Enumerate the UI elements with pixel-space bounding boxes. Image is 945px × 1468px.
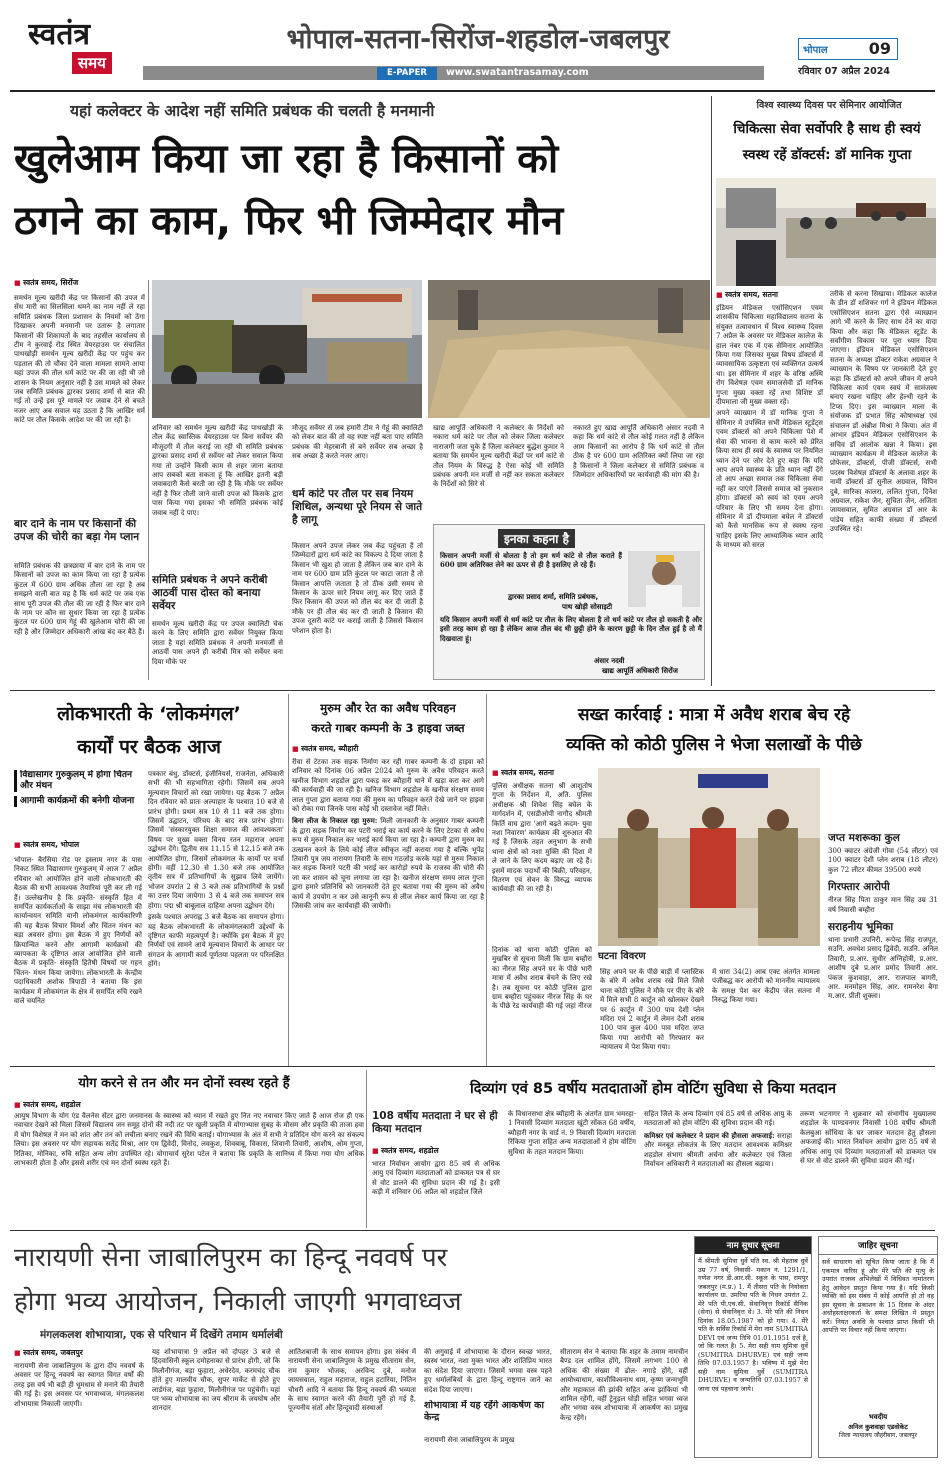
story8-col4b [424,1436,552,1458]
quote2-place: खाद्य आपूर्ति अधिकारी सिरोंज [602,667,678,675]
story1-body2: समिति प्रबंधक की छत्रछाया में बार दाने के नाम पर किसानों को उपज का काम किया जा रहा है प्रत्येक कुंटल में 600 ग्राम अधिक तौला जा रहा है अब समझने वाली बात यह है कि धर्म कांटे पर जब एक साथ पूरी उपज की तौल की जा रही है फिर बार दाने के नाम पर कौन सा सुधार किया जा रहा है प्रत्येक कुंटल पर 600 ग्राम गेहूं की खुलेआम चोरी की जा रही है और जिम्मेदार अधिकारी आंख बंद कर बैठे हैं। [14,562,145,636]
logo-bottom: समय [72,52,112,74]
story5-body1: पुलिस अधीक्षक सतना श्री आशुतोष गुप्ता के निर्देशन में, अति. पुलिस अधीक्षक श्री शिवेश सिंह बघेल के मार्गदर्शन में, एसडीओपी नागौद श्रीमती किर्ति वाघ द्वारा 'आगे बढ़ते कदम- युवा नशा निवारण' कार्यक्रम की शुरुआत की गई है जिसके तहत अनुभाग के सभी थाना क्षेत्रों को नशा मुक्ति की दिशा में ले जाने के लिए कदम बढ़ाए जा रहे हैं। इसमें मादक पदार्थों की बिक्री, परिवहन, वितरण एवं सेवन के विरुद्ध व्यापक कार्यवाही की जा रही है। [492,782,592,894]
right-col-rule [711,96,712,686]
story8-col4 [424,1348,552,1396]
story8-headline-line1: नारायणी सेना जाबालिपुरम का हिन्दू नववर्ष पर [14,1243,448,1273]
story5-body4: में धारा 34(2) आब एक्ट अंतर्गत मामला पंजीबद्ध कर आरोपी को माननीय न्यायालय के समक्ष पेश कर केंद्रीय जेल सतना में निरुद्ध किया गया। [712,968,820,1005]
story1-col-rule1 [148,280,149,680]
ad-notice-title: जाहिर सूचना [819,1237,937,1255]
story1-col5 [573,424,704,520]
story3-headline-line2: कार्यों पर बैठक आज [77,736,221,758]
story1-body4: समर्थन मूल्य खरीदी केंद्र पर उपज क्वालिटी चेक करने के लिए समिति द्वारा सर्वेयर नियुक्त किया जाता है यहां समिति प्रबंधक ने अपनी मनमर्जी से आठवीं पास अपने ही करीबी मित्र को सर्वेयर बना दिया मौके पर [152,620,283,666]
story7-sub1: 108 वर्षीय मतदाता ने घर से ही किया मतदान [372,1110,498,1135]
story2-kicker: विश्व स्वास्थ्य दिवस पर सेमिनार आयोजित [756,100,902,111]
logo [28,18,136,82]
registration-strip [60,1460,880,1466]
story4-col [292,758,484,1062]
rule-story3 [288,694,289,1066]
story2-headline [716,116,938,174]
story2-headline-line1: चिकित्सा सेवा सर्वोपरि है साथ ही स्वयं [733,121,921,137]
story1-kicker: यहां कलेक्टर के आदेश नहीं समिति प्रबंधक की चलती है मनमानी [70,102,435,120]
story8-headline [14,1236,688,1326]
story3-headline [14,698,284,768]
story1-body7: खाद्य आपूर्ति अधिकारी ने कलेक्टर के निर्देशों को नकारा धर्म कांटे पर तौल को लेकर जिला कलेक्टर नाराजगी जता चुके हैं जिला कलेक्टर बुद्धेश कुमार ने बताया कि समर्थन मूल्य खरीदी केंद्रों पर धर्म कांटे से तौल नियम के विरुद्ध है ऐसा कोई भी समिति प्रबंधक अपनी मन मर्जी से नहीं कर सकता कलेक्टर के निर्देशों को सिरे से [433,424,564,489]
masthead [0,0,945,90]
story8-col5 [560,1348,688,1458]
story4-body2: मिली जानकारी के अनुसार गाबर कम्पनी के द्वारा सड़क निर्माण कर पटरी भराई का कार्य करने के लिए टेटका से अवैध रूप से मुरुम निकाल कर भराई कार्य किया जा रहा है। कम्पनी द्वारा मुरुम का उत्खनन करने के लिये कोई लीज स्वीकृत नहीं कराया गया है बल्कि भूपेंद्र तिवारी पुत्र जय नारायण तिवारी के साथ गठजोड़ करके यहां से मुरुम निकाल कर सड़क किनारे पटरी की भराई कर कारोड़ो रुपये के राजस्व की चोरी की जा कर शासन को चूना लगाया जा रहा है। खनीज संरक्षण समय लाल गुप्ता द्वारा हमारे प्रतिनिधि को जानकारी देते हुए बताया गया की मुरुम को अवैध कार्य में उपयोग न कर उसे कानूनी रूप से लीज लेकर कार्य किया जा रहा है जिसकी जांच कर कार्यवाही की जायेगी। [292,817,484,911]
story2-body3: तरीके से करना सिखाया। मेडिकल कालेज के डीन डॉ शशिकर गर्ग ने इंडियन मेडिकल एसोसिएशन सतना द्वारा ऐसे व्याख्यान आगे भी करने के लिए साथ देने का वादा किया और कहा कि मेडिकल स्टूडेंट के सर्वांगीण विकास पर पूरा ध्यान दिया जाएगा। इंडियन मेडिकल एसोसिएशन सतना के अध्यक्ष डॉक्टर राकेश अग्रवाल ने व्याख्यान के विषय पर जानकारी देते हुए कहा कि डॉक्टर्स को अपने जीवन में अपने चिकित्सा कार्य एवम स्वयं में सामंजस्य बनाए रखना चाहिए और हेल्थी रहने के टिप्स दिए। इस व्याख्यान माला के संयोजक डॉ प्रभात सिंह कोषाध्यक्ष एवं संचालन डॉ अंब्रीश मिश्रा ने किया। अंत में आभार इंडियन मेडिकल एसोसिएशन के सचिव डॉ आलोक खन्ना ने किया। इस व्याख्यान कार्यक्रम में मेडिकल कालेज के प्रोफेसर, डॉक्टर्स, पीजी डॉक्टर्स, सभी पदस्थ विशेषज्ञ डॉक्टर्स के अलावा शहर के नामी डॉक्टर्स डॉ सुनील अग्रवाल, विपिन दुबे, सारिका कालरा, ललित गुप्ता, दिनेश अग्रवाल, राकेश जैन, सुचिता जैन, अजिता जायसवाल, सुमित अग्रवाल डॉ आर के पांडेय सहित काफी संख्या में डॉक्टर्स उपस्थित रहे। [830,290,937,534]
story4-body1: रीवा से टेटका तक सड़क निर्माण कर रही गाबर कम्पनी के दो हाइवा को शनिवार को दिनांक 06 अप्रैल 2024 को मुरुम के अवैध परिवहन करते खनीज विभाग शहडोल द्वारा पकड़ कर ब्यौहारी थाने में खड़ा करा कर आगे की कार्यवाही की जा रही है। खनिज विभाग शहडोल के खनीज संरक्षण समय लाल गुप्ता द्वारा बताया गया की मुरुम का परिवहन करते देखे जाने पर हाइवा को रोका गया जिनके पास कोई भी दस्तावेज नहीं मिले। [292,758,484,814]
story3-byline: ■ स्वतंत्र समय, भोपाल [14,840,140,852]
rule-story6 [366,1070,367,1228]
story5-side [828,768,938,1062]
story7-body3: सहित जिले के अन्य दिव्यांग एवं 85 वर्ष से अधिक आयु के मतदाताओं को होम वोटिंग की सुविधा प्रदान की गई। [644,1110,792,1128]
story5-headline-line2: व्यक्ति को कोठी पुलिस ने भेजा सलाखों के पीछे [566,735,862,755]
story1-col3 [292,424,423,484]
story1-col1b [14,562,145,680]
story7-body5: तरूण भटनागर ने शुक्रवार को संभागीय मुख्यालय शहडोल के पाण्डवनगर निवासी 108 वर्षीय श्रीमती केलबुआ सोंधिया के घर जाकर मतदान हेतु हौसला अफजाई की। भारत निर्वाचन आयोग द्वारा 85 वर्ष से अधिक आयु एवं दिव्यांग मतदाताओं को डाकमत पत्र से घर से वोट डालने की सुविधा प्रदान की गई। [800,1110,936,1166]
story8-col3 [288,1348,416,1458]
story5-photo-caption: घटना विवरण [598,951,646,962]
story5-sub-role: सराहनीय भूमिका [828,921,894,934]
story5-body2: दिनांक को थाना कोठी पुलिस को मुखबिर से सूचना मिली कि ग्राम बम्हौरा का नीरज सिंह अपने घर के पीछे भारी मात्रा में अवैध शराब बेचने के लिए रखे है। तब सूचना पर कोठी पुलिस द्वारा ग्राम बम्हौरा पहुंचकर नीरज सिंह के घर के पीछे रेड कार्यवाही की गई जहां नीरज [492,946,592,1011]
story7-body2: के विधानसभा क्षेत्र ब्यौहारी के अंतर्गत ग्राम भमरहा- 1 निवासी दिव्यांग मतदाता खूंटी सोंकत 68 वर्षीय, ब्यौहारी नगर के वार्ड नं. 9 निवासी दिव्यांग मतदाता रिंकिया गुप्ता सहित अन्य मतदाताओं ने होम वोटिंग सुविधा के तहत मतदान किया। [508,1110,636,1156]
story5-byline: ■ स्वतंत्र समय, सतना [492,768,592,780]
quote1-name: द्वारका प्रसाद शर्मा, समिति प्रबंधक, [508,593,599,601]
ad-name-correction [694,1236,812,1458]
story8-body4: की अगुवाई में शोभायात्रा के दौरान स्वच्छ भारत, स्वस्थ भारत, नशा मुक्त भारत और शांतिप्रिय भारत का संदेश दिया जाएगा। जिसमें भगवा वस्त्र पहने हुए धर्मालंबियों के द्वारा हिन्दू राष्ट्रगान जाने का संदेश दिया जाएगा। [424,1348,552,1394]
story4-headline [292,698,484,740]
edition-date: रविवार 07 अप्रैल 2024 [798,66,890,77]
story6-body: आयुष विभाग के योग एंड वैलनेस सेंटर द्वारा जनमानस के स्वास्थ्य को ध्यान में रखते हुए नित नए नवाचार किए जाते हैं आज रोज ही एक नवाचार देखने को मिला जिसमें विद्यालय जन समूह दोनों की नदी तट पर खुली प्रकृति में योगाभ्यास सुबह के मौसम और प्रकृति की ताजा हवा में योग विशेषज्ञ ने मन को शांत और तन को लचीला बनाए रखने की विधि बताई। योगाभ्यास के अंत में सभी ने प्रतिदिन योग करने का संकल्प लिया। इस अवसर पर योग सहायक सतेंद्र मिश्रा, आर एम द्विवेदी, विनोद, लवकुश, शिवबाबू, विकास, शिवानी तिवारी, आशीष, ओम गुप्ता, रितिका, मोनिका, रुचि सहित अन्य लोग उपस्थित रहे। योगाचार्य सुरेश पटेल ने बताया कि प्रकृति के सानिध्य में किया गया योग अधिक लाभकारी होता है और इससे शरीर एवं मन दोनों स्वस्थ रहते हैं। [14,1112,364,1168]
story5-body3: सिंह अपने घर के पीछे बाड़ी में प्लास्टिक के बोरे में अवैध शराब रखे मिले जिसे थाना कोठी पुलिस ने मौके पर पीए के बोरे में मिले सभी 8 कार्टून को खोलकर देखने पर 6 कार्टून में 300 पाव देशी प्लेन मदिरा एवं 2 कार्टून में लेमन देशी शराब 100 पाव कुल 400 पाव मदिरा जप्त किया गया आरोपी को गिरफ्तार कर न्यायालय में पेश किया गया। [600,968,704,1052]
story3-headline-line1: लोकभारती के ‘लोकमंगल’ [57,703,241,725]
story7-col4 [800,1110,936,1226]
story1-sub2: समिति प्रबंधक ने अपने करीबी आठवीं पास दोस्त को बनाया सर्वेयर [152,574,268,612]
story8-headline-line2: होगा भव्य आयोजन, निकाली जाएगी भगवाध्वज [14,1287,462,1317]
story3-bullet1: विद्यासागर गुरुकुलम् में होगा चिंतन और मंथन [14,770,140,792]
story8-body5: नारायणी सेना जाबालिपुरम के प्रमुख [424,1436,515,1444]
ad-notice-signer-addr: जिला न्यायालय जौहरीबाग, जबलपुर [838,1432,917,1439]
ad-notice-signer: अनिल कुशवाहा एडवोकेट [848,1423,908,1431]
quote-box [433,524,705,680]
quote2-name: अंसार नदवी [594,657,625,665]
story7-col2 [508,1110,636,1226]
logo-top: स्वतंत्र [28,18,91,52]
edition-label: E-PAPER [377,67,437,80]
story5-headline-line1: सख्त कार्रवाई : मात्रा में अवैध शराब बेच रहे [578,705,850,725]
quote1-text: किसान अपनी मर्जी से बोलता है तो हम धर्म कांटे से तौल कराते हैं 600 ग्राम अतिरिक्त लेने का ऊपर से ही है इसलिए ले रहे हैं। [440,551,622,570]
story5-accused: नीरज सिंह पिता ठाकुर मान सिंह उम्र 31 वर्ष निवासी बम्हौरा [828,896,938,914]
story8-col2 [152,1348,280,1458]
story5-col1b [492,946,592,1062]
story3-col2 [148,770,284,1062]
edition-box [798,38,898,60]
story4-headline-line2: करते गाबर कम्पनी के 3 हाइवा जब्त [311,721,465,735]
story4-byline: ■ स्वतंत्र समय, ब्यौहारी [292,744,412,756]
story8-sub1: शोभायात्रा में यह रहेंगे आकर्षण का केन्द्र [424,1400,544,1423]
story5-sub-accused: गिरफ्तार आरोपी [828,881,890,894]
story1-sub3: धर्म कांटे पर तौल पर सब नियम शिथिल, अन्यथा पूरे नियम से जाते है लागू [292,488,423,526]
story4-headline-line1: मुरुम और रेत का अवैध परिवहन [320,701,456,715]
story7-body1: भारत निर्वाचन आयोग द्वारा 85 वर्ष से अधिक आयु एवं दिव्यांग मतदाताओं को डाकमत पत्र से घर से वोट डालने की सुविधा प्रदान की गई है। इसी कड़ी में शनिवार 06 अप्रैल को शहडोल जिले [372,1160,500,1197]
story2-col1 [716,304,823,684]
story1-photo2 [428,280,710,418]
story1-col1 [14,294,145,516]
ad-notice-sign-label: भवदीय [868,1413,888,1421]
story6-col [14,1112,364,1224]
story8-byline: ■ स्वतंत्र समय, जबलपुर [14,1348,134,1360]
ad-name-body: मैं श्रीमती सुमित्रा धुर्वे पति स्व. श्री मेहताब धुर्वे उम्र 77 वर्ष, निवासी- मकान नं. 1291/1, गणेश नगर डी.आर.सी. स्कूल के पास, रामपुर जबलपुर (म.प्र.) 1. मैं तीसरा पति के नियोक्ता कार्यालय ग्रा. उमरिया पति के निधन उपरांत 2. मेरे पति पी.एच.सी. सेवानिवृत्त रिकॉर्ड सैनिक (सेना) से सेवानिवृत्त थे। 3. मेरे पति की निधन दिनांक 18.05.1987 को हो गया। 4. मेरे पति के सर्विस रिकॉर्ड में मेरा नाम SUMITRA DEVI एवं जन्म तिथि 01.01.1951 दर्ज है, जो कि गलत है। 5. मेरा सही नाम सुमित्रा धुर्वे (SUMITRA DHURVE) एवं सही जन्म तिथि 07.03.1957 है। भविष्य में मुझे मेरा सही नाम सुमित्रा धुर्वे (SUMITRA DHURVE) व जन्मतिथि 07.03.1957 से जाना एवं पहचाना जाये। [698,1257,808,1393]
story7-byline: ■ स्वतंत्र समय, शहडोल [372,1146,500,1158]
story1-byline: ■ स्वतंत्र समय, सिरोंज [14,278,144,290]
edition-city: भोपाल [803,45,828,56]
quote1-photo [628,551,700,607]
story6-headline: योग करने से तन और मन दोनों स्वस्थ रहते हैं [78,1076,290,1091]
quote1-place: पाथ खोड़ी सोसाइटी [562,603,613,611]
rule-row3 [10,1066,935,1067]
masthead-cities: भोपाल-सतना-सिरोंज-शहडोल-जबलपुर [286,24,670,55]
story1-body8: नकारते हुए खाद्य आपूर्ति अधिकारी अंसार नदवी ने कहा कि धर्म कांटे से तौल कोई गलत नहीं है लेकिन आम किसानों का आरोप है कि धर्म कांटे से तौल ठीक है पर 600 ग्राम अतिरिक्त क्यों लिया जा रहा है किसानों ने जिला कलेक्टर से समिति प्रबंधक व जिम्मेदार अधिकारियों पर कार्यवाही की मांग की है। [573,424,704,480]
rule-row2 [10,690,935,691]
story2-byline: ■ स्वतंत्र समय, सतना [716,290,826,302]
story1-col2 [152,424,283,574]
story2-photo [716,178,936,286]
story1-body6: किसान अपने उपज लेकर जब केंद्र पहुंचता है तो जिम्मेदारों द्वारा धर्म कांटे का विकल्प दे दिया जाता है किसान भी खुश हो जाता है लेकिन जब बार दाने के नाम पर 600 ग्राम प्रति कुंटल पर काटा जाता है तो किसान आपत्ति जताता है तो ठीक उसी समय से किसान के ऊपर सारे नियम लागू कर दिए जाते हैं फिर किसान की उपज को तौल बंद कर दी जाती है मौके पर ही तौल बंद कर दी जाती है किसान की उपज दूसरी कांटे पर कराई जाती है जिससे किसान परेशान होता है। [292,542,423,635]
story2-col2 [830,290,937,684]
story5-col1 [492,782,592,942]
story8-body1: नारायणी सेना जाबालिपुरम के द्वारा दीप नववर्ष के अवसर पर हिन्दू नववर्ष का स्वागत विगत वर्षों की तरह इस वर्ष भी बड़ी ही धूमधाम से मनाने की तैयारी की गई है। इस अवसर पर भगवाध्वज, मंगलकलश शोभायात्रा निकाली जाएगी। [14,1362,144,1408]
story8-kicker: मंगलकलश शोभायात्रा, एक से परिधान में दिखेंगे तमाम धर्मालंबी [40,1329,283,1341]
story1-headline-line2: ठगने का काम, फिर भी जिम्मेदार मौन [14,198,564,244]
story2-body2: अपने व्याख्यान में डॉ मानिक गुप्ता ने सेमिनार में उपस्थित सभी मेडिकल स्टूडेंट्स एवम डॉक्टर्स को अपने चिकित्सा पेशे में सेवा की भावना से काम करने को प्रेरित किया साथ ही स्वयं के स्वास्थ्य पर नियमित ध्यान देने पर जोर देते हुए कहा कि यदि आप अपने स्वास्थ्य के प्रति ध्यान नहीं देंगे तो आप अच्छा समाज तक चिकित्सा सेवा नहीं कर पाएंगे जिससे समाज को नुकसान होगा। डॉक्टर्स को स्वयं को एवम अपने परिवार के लिए भी समय देना होगा। सेमिनार में डॉ दीपमाला बघेल ने डॉक्टर्स को कैसे मानसिक रूप से स्वस्थ रहना चाहिए इसके लिए आध्यात्मिक ध्यान आदि के माध्यम को सरल [716,409,823,550]
story2-headline-line2: स्वस्थ रहें डॉक्टर्स: डॉ मानिक गुप्ता [742,147,912,163]
story7-body4: सराहा और मनबूत लोकतंत्र के लिए मतदान आवश्यक कमिश्नर शहडोल संभाग श्रीमती अर्चना और कलेक्टर एवं जिला निर्वाचन अधिकारी ने मतदाताओं का हौसला बढ़ाया। [644,1131,792,1169]
story5-col2 [600,968,704,1062]
quote-head: इनका कहना है [498,529,575,548]
story1-body1: समर्थन मूल्य खरीदी केंद्र पर किसानों की उपज में सेंध मारी का सिलसिला थमने का नाम नहीं ले रहा समिति प्रबंधक जिला प्रशासन के नियमों को ठेंगा दिखाकर अपनी मनमानी पर उतारू है लगातार किसानों की शिकायतों के बाद तहसील कार्यालय से टीम ने कुरवाई रोड स्थित वेयरहाउस पर संचालित पाथखोड़ी समर्थन मूल्य खरीदी केंद्र पर पहुंच कर पड़ताल की तो चौंका देने वाला मामला सामने आया यहां उपज की तौल धर्म कांटे पर की जा रही थी जो शासन के नियम अनुसार नहीं है उस मामले को लेकर जब समिति प्रबंधक द्वारका प्रसाद शर्मा से बात की गई तो उन्हें इस पूरे मामले पर जवाब देने से बचते नजर आए अब सवाल यह उठता है कि आखिर धर्म कांटे पर तौल किसके आदेश पर की जा रही है। [14,294,145,425]
story3-bullet2: आगामी कार्यक्रमों की बनेगी योजना [14,796,140,807]
story1-headline-line1: खुलेआम किया जा रहा है किसानों को [14,136,559,182]
masthead-rule [10,90,935,92]
story5-headline [490,700,938,760]
story1-col2b [152,620,283,682]
story7-headline: दिव्यांग एवं 85 वर्षीय मतदाताओं होम वोटिंग सुविधा से किया मतदान [469,1081,837,1097]
page-number: 09 [868,39,891,58]
story8-body3: आतिशबाजी के साथ समापन होगा। इस संबंध में नारायणी सेना जाबालिपुरम के प्रमुख सीताराम सेन, राम कुमार भोजक, अरविन्द दुबे, मनोज जायसवाल, राहुल महाराज, राहुल हटारिया, नितिन चौधरी आदि ने बताया कि हिन्दू नववर्ष की भव्यता के साथ स्वागत करने की तैयारी पूरी हो गई है, पूज्यनीय संतों और हिन्दूवादी संस्थाओं [288,1348,416,1413]
ad-name-title: नाम सुधार सूचना [695,1237,811,1254]
ad-notice-body: सर्व साधारण को सूचित किया जाता है कि मैं एकमात्र वारिस हूं और मेरे पति की मृत्यु के उपरांत राजस्व अभिलेखों में विधिवत नामांतरण हेतु आवेदन प्रस्तुत किया गया है। यदि किसी व्यक्ति को इस संबंध में कोई आपत्ति हो तो वह इस सूचना के प्रकाशन के 15 दिवस के अंदर अधोहस्ताक्षरकर्ता के समक्ष लिखित में प्रस्तुत करें। नियत अवधि के पश्चात प्राप्त किसी भी आपत्ति पर विचार नहीं किया जाएगा। [822,1258,934,1334]
story3-col1 [14,856,142,1062]
ad-public-notice [818,1236,938,1458]
story8-body2: यह शोभायात्रा 9 अप्रैल को दोपहर 3 बजे से हिंदवासिनी स्कूल दमोहनाका से प्रारंभ होगी, जो कि मिलौनीगंज, बड़ा फुहारा, अधेरदेव, करमचंद चौक होते हुए मालवीय चौक, सुपर मार्केट से होते हुए लार्डगंज, बड़ा फुहारा, मिलौनीगंज पर पहुंचेगी। यहां पर भव्य शोभायात्रा का जय श्रीराम के जयघोष और शानदार [152,1348,280,1413]
story1-col4 [433,424,564,520]
story6-byline: ■ स्वतंत्र समय, शहडोल [14,1100,114,1112]
quote2-text: यदि किसान अपनी मर्जी से धर्म कांटे पर तौल के लिए बोलता है तो धर्म कांटे पर तौल हो सकती है और इसी तरह काम हो रहा है लेकिन आज तौल बंद थी छुट्टी होने के कारण छुट्टी के दिन तौल हुई है तो मैं दिखवाता हूं। [440,615,702,643]
story7-col3 [644,1110,792,1226]
rule-row4 [10,1230,935,1231]
story7-sub2: कमिश्नर एवं कलेक्टर ने प्रदान की हौसला अफजाई: [644,1130,775,1140]
story1-body3: शनिवार को समर्थन मूल्य खरीदी केंद्र पाथखोड़ी के तौल केंद्र स्वास्तिक वेयरहाउस पर बिना सर्वेयर की मौजूदगी में तौल कराई जा रही थी समिति प्रबंधक द्वारका प्रसाद शर्मा से सर्वेयर को लेकर सवाल किया गया तो उन्होंने किसी काम से शहर जाना बताया आप सबको बता सकता हूं कि आखिर इतनी बड़ी जवाबदारी कैसे बरती जा रही है कि मौके पर सर्वेयर नहीं है फिर तौली जाने वाली उपज को किसके द्वारा पास किया गया इसका भी समिति प्रबंधक कोई जवाब नहीं दे पाए। [152,424,283,517]
story1-headline [14,128,704,268]
story2-body1: इंडियन मेडिकल एसोसिएशन एवम शासकीय चिकित्सा महाविद्यालय सतना के संयुक्त तत्वावधान में विश्व स्वास्थ्य दिवस 7 अप्रैल के अवसर पर मेडिकल कालेज के हाल नंबर एक में एक सेमिनार आयोजित किया गया जिसका मुख्य विषय डॉक्टर्स में व्यावसायिक उत्कृष्टता एवं व्यक्तिगत उत्कर्ष था। इस सेमिनार में शहर के वरिष्ठ अस्थि रोग विशेषज्ञ एवम समाजसेवी डॉ मानिक गुप्ता मुख्य वक्ता रहें तथा विशिष्ट डॉ दीपमाला जी मुख्य वक्ता रहें। [716,304,823,407]
story3-body3: इसके पश्चात अपराह्न 3 बजे बैठक का समापन होगा। यह बैठक लोकभारती के लोकमंगलकारी उद्देश्यों के दृष्टिगत काफी महत्वपूर्ण है। क्योंकि इस बैठक में हुए निर्णयों एवं सामने आये मूल्यवान विचारों के आधार पर संगठन के आगामी कार्य पूर्णतया पहलता पर परिलक्षित होंगे। [148,913,284,969]
story1-col3b [292,542,423,682]
story1-photo1 [152,280,422,418]
story7-col1 [372,1160,500,1226]
story5-photo [598,768,820,946]
story3-body1: भोपाल- बैरसिया रोड पर इस्लाम नगर के पास निकट स्थित विद्यासागर गुरुकुलम् में आज 7 अप्रैल रविवार को आयोजित होने वाली लोकभारती की बैठक की सभी आवश्यक तैयारियां पूरी कर ली गई हैं। उल्लेखनीय है कि प्रकृति- संस्कृति हित में समर्पित कार्यकर्ताओं के साझा मंच लोकभारती की कार्यान्वयन समिति यानी लोकमंगल कार्यकारिणी की यह बैठक विचार विमर्श और चिंतन मंथन का बड़ा अवसर होगा। इस बैठक में हुए निर्णयों को क्रियान्वित करने और आगामी कार्यक्रमों की व्यापकता के दृष्टिगत आज आयोजित होने वाली बैठक में प्रकृति- संस्कृति हितैषी विषयों पर गहन चिंतन- मंथन किया जायेगा। लोकभारती के केन्द्रीय पदाधिकारी अशोक त्रिपाठी ने बताया कि इस कार्यक्रम में लोकमंगल के क्षेत्र में समर्पित रुचि रखने वाले चयनित [14,856,142,1006]
story1-sub1: बार दाने के नाम पर किसानों की उपज की चोरी का बड़ा गेम प्लान [14,518,140,543]
story3-body2: पत्रकार बंधु, डॉक्टर्स, इंजीनियर्स, राजनेता, अधिकारी सभी की भी सहभागिता रहेगी। जिसमें सब अपने मूल्यवान विचारों को रखा जायेगा। यह बैठक 7 अप्रैल दिन रविवार को प्रातः अल्पाहार के पश्चात 10 बजे से प्रारंभ होगी। प्रथम सत्र 10 से 11 बजे तक होगा। जिसमें उद्घाटन, परिचय के बाद सत्र प्रारंभ होगा। जिसमें 'संस्कारयुक्त शिक्षा समाज की आवश्यकता' विषय पर मुख्य वक्ता विनय रतन महाराज अपना उद्बोधन देंगे। द्वितीय सत्र 11.15 से 12.15 बजे तक आयोजित होगा, जिसमें लोकमंगल के कार्यों पर चर्चा होगी। वहीं 12.30 से 1.30 बजे तक आयोजित तृतीय सत्र में प्रतिभागियों के सुझाव लिये जायेंगे। भोजन उपरांत 2 से 3 बजे तक प्रतिभागियों के प्रश्नों का उत्तर दिया जायेगा। 3 से 4 बजे तक समापन सत्र होगा। पद्म श्री बाबूलाल दाहिया अपना उद्बोधन देंगे। [148,770,284,910]
story5-role: थाना प्रभारी उपनिरी. रूपेन्द्र सिंह राजपूत, सउनि. अवधेश प्रसाद द्विवेदी, सउनि. अनिल तिवारी, प्र.आर. सुधीर अग्निहोत्री, प्र.आर. आशीष दुबे प्र.आर प्रमोद तिवारी आर. पंकज कुशवाहा, आर. राजपाल बागरी, आर. मनमोहन सिंह, आर. रामनरेश बैगा म.आर. प्रीती शुक्ला। [828,936,938,1001]
story4-sub1: बिना लीज के निकाल रहा मुरुम: [292,816,378,826]
story3-bullets [14,770,140,832]
story5-seized: 300 क्वाटर अंग्रेजी गोवा (54 लीटर) एवं 100 क्वाटर देशी प्लेन शराब (18 लीटर) कुल 72 लीटर कीमत 39500 रुपये [828,847,938,874]
story1-body5: मौजूद सर्वेयर से जब हमारी टीम ने गेहूं की क्वालिटी को लेकर बात की तो वह स्पष्ट नहीं बता पाए समिति प्रबंधक की मेहरबानी से बने सर्वेयर सब अच्छा है सब अच्छा है करते नजर आए। [292,424,423,461]
rule-story4 [486,694,487,1066]
story8-body6: सीताराम सेन ने बताया कि शहर के तमाम नामचीन बैण्ड दल शामिल होंगे, जिसमें लगभग 100 से अधिक की संख्या में ढोल- नगाड़े होंगे, वहीं आयोध्याधाम, काशीविश्वनाथ धाम, कृष्ण जन्मभूमि और महाकाल की झांकी सहित अन्य झांकियां भी शामिल रहेंगी, वहीं ट्रेनुड़ल घोड़ी सहित भगवा ध्वज और भगवा वस्त्र शोभायात्रा में आकर्षण का प्रमुख केन्द्र रहेंगे। [560,1348,688,1422]
story8-col1 [14,1362,144,1458]
story5-sub-seized: जप्त मशरूका कुल [828,832,900,844]
website-link[interactable]: www.swatantrasamay.com [446,67,589,78]
story5-col3 [712,968,820,1062]
